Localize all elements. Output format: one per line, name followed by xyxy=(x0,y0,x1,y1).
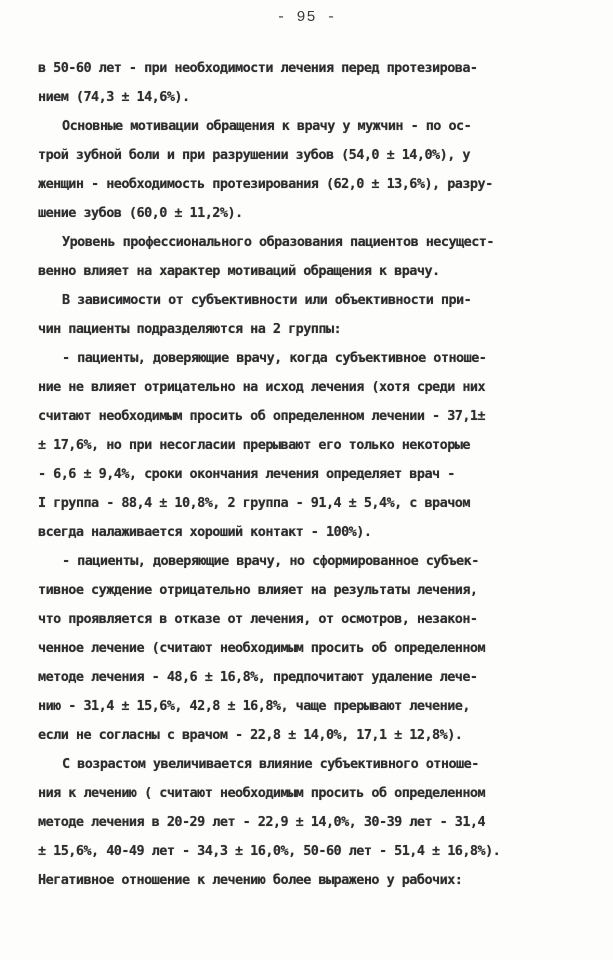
text-line: шение зубов (60,0 ± 11,2%). xyxy=(38,205,243,221)
body-text xyxy=(38,54,578,895)
text-line: всегда налаживается хороший контакт - 100%). xyxy=(38,524,372,540)
text-line: тивное суждение отрицательно влияет на результаты лечения, xyxy=(38,582,478,598)
text-line: Негативное отношение к лечению более выражено у рабочих: xyxy=(38,872,463,888)
text-line: нию - 31,4 ± 15,6%, 42,8 ± 16,8%, чаще прерывают лечение, xyxy=(38,698,470,714)
paragraph-start-line: Основные мотивации обращения к врачу у мужчин - по ос- xyxy=(62,118,472,134)
text-line: методе лечения - 48,6 ± 16,8%, предпочитают удаление лече- xyxy=(38,669,478,685)
text-line: что проявляется в отказе от лечения, от осмотров, незакон- xyxy=(38,611,478,627)
paragraph-start-line: В зависимости от субъективности или объективности при- xyxy=(62,292,472,308)
text-line: ± 17,6%, но при несогласии прерывают его только некоторые xyxy=(38,437,470,453)
text-line: венно влияет на характер мотиваций обращения к врачу. xyxy=(38,263,440,279)
text-line: ± 15,6%, 40-49 лет - 34,3 ± 16,0%, 50-60 лет - 51,4 ± 16,8%). xyxy=(38,843,501,859)
text-line: трой зубной боли и при разрушении зубов (54,0 ± 14,0%), у xyxy=(38,147,470,163)
text-line: I группа - 88,4 ± 10,8%, 2 группа - 91,4 ± 5,4%, с врачом xyxy=(38,495,470,511)
text-line: ния к лечению ( считают необходимым просить об определенном xyxy=(38,785,486,801)
list-item-line: - пациенты, доверяющие врачу, когда субъективное отноше- xyxy=(62,350,487,366)
text-line: ние не влияет отрицательно на исход лечения (хотя среди них xyxy=(38,379,486,395)
paragraph-start-line: Уровень профессионального образования пациентов несущест- xyxy=(62,234,494,250)
text-line: женщин - необходимость протезирования (62,0 ± 13,6%), разру- xyxy=(38,176,493,192)
text-line: если не согласны с врачом - 22,8 ± 14,0%, 17,1 ± 12,8%). xyxy=(38,727,463,743)
paragraph-start-line: С возрастом увеличивается влияние субъективного отноше- xyxy=(62,756,479,772)
text-line: ченное лечение (считают необходимым просить об определенном xyxy=(38,640,486,656)
text-line: считают необходимым просить об определенном лечении - 37,1± xyxy=(38,408,486,424)
text-line: в 50-60 лет - при необходимости лечения перед протезирова- xyxy=(38,60,478,76)
list-item-line: - пациенты, доверяющие врачу, но сформированное субъек- xyxy=(62,553,479,569)
text-line: нием (74,3 ± 14,6%). xyxy=(38,89,190,105)
text-line: методе лечения в 20-29 лет - 22,9 ± 14,0%, 30-39 лет - 31,4 xyxy=(38,814,486,830)
text-line: чин пациенты подразделяются на 2 группы: xyxy=(38,321,342,337)
text-line: - 6,6 ± 9,4%, сроки окончания лечения определяет врач - xyxy=(38,466,455,482)
page-number: - 95 - xyxy=(276,9,337,26)
